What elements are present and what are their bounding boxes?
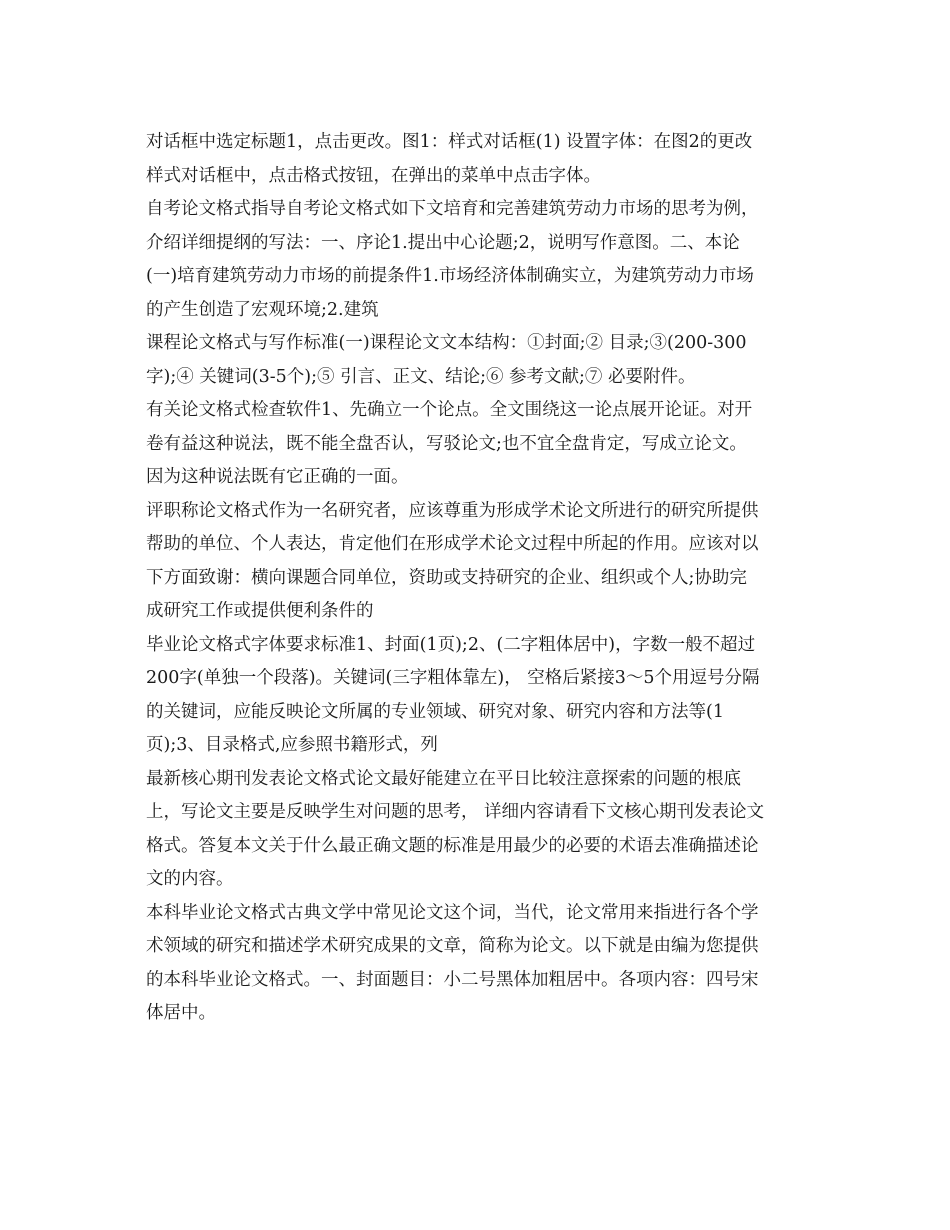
text-line: 页);3、目录格式,应参照书籍形式，列	[146, 735, 438, 755]
text-line: 的本科毕业论文格式。一、封面题目：小二号黑体加粗居中。各项内容：四号宋	[146, 969, 759, 990]
document-body	[146, 126, 806, 1031]
text-line: 格式。答复本文关于什么最正确文题的标准是用最少的必要的术语去准确描述论	[146, 835, 759, 856]
text-line: 因为这种说法既有它正确的一面。	[146, 467, 409, 487]
text-line: 上，写论文主要是反映学生对问题的思考， 详细内容请看下文核心期刊发表论文	[146, 802, 765, 822]
text-line: 的关键词，应能反映论文所属的专业领域、研究对象、研究内容和方法等(1	[146, 701, 724, 722]
text-line: 有关论文格式检查软件1、先确立一个论点。全文围绕这一论点展开论证。对开	[146, 400, 753, 420]
text-line: 样式对话框中，点击格式按钮，在弹出的菜单中点击字体。	[146, 165, 601, 186]
text-line: 介绍详细提纲的写法：一、序论1.提出中心论题;2，说明写作意图。二、本论	[146, 232, 740, 253]
text-line: 本科毕业论文格式古典文学中常见论文这个词，当代，论文常用来指进行各个学	[146, 902, 759, 923]
text-line: 卷有益这种说法，既不能全盘否认，写驳论文;也不宜全盘肯定，写成立论文。	[146, 433, 747, 454]
text-line: 对话框中选定标题1，点击更改。图1：样式对话框(1) 设置字体：在图2的更改	[146, 132, 753, 152]
text-line: 毕业论文格式字体要求标准1、封面(1页);2、(二字粗体居中)，字数一般不超过	[146, 634, 756, 655]
text-line: 自考论文格式指导自考论文格式如下文培育和完善建筑劳动力市场的思考为例，	[146, 199, 759, 219]
text-line: 的产生创造了宏观环境;2.建筑	[146, 299, 379, 320]
text-line: 体居中。	[146, 1003, 216, 1023]
text-line: 成研究工作或提供便利条件的	[146, 601, 374, 621]
text-line: 术领域的研究和描述学术研究成果的文章，简称为论文。以下就是由编为您提供	[146, 936, 759, 956]
text-line: 200字(单独一个段落)。关键词(三字粗体靠左)， 空格后紧接3～5个用逗号分隔	[146, 668, 760, 688]
text-line: 帮助的单位、个人表达，肯定他们在形成学术论文过程中所起的作用。应该对以	[146, 534, 759, 554]
text-line: 下方面致谢：横向课题合同单位，资助或支持研究的企业、组织或个人;协助完	[146, 567, 747, 588]
text-line: 文的内容。	[146, 869, 234, 889]
text-line: 课程论文格式与写作标准(一)课程论文文本结构：①封面;② 目录;③(200-300	[146, 333, 747, 353]
text-line: 评职称论文格式作为一名研究者，应该尊重为形成学术论文所进行的研究所提供	[146, 500, 759, 521]
text-line: 字);④ 关键词(3-5个);⑤ 引言、正文、结论;⑥ 参考文献;⑦ 必要附件。	[146, 366, 696, 387]
text-line: 最新核心期刊发表论文格式论文最好能建立在平日比较注意探索的问题的根底	[146, 768, 741, 789]
text-line: (一)培育建筑劳动力市场的前提条件1.市场经济体制确实立，为建筑劳动力市场	[146, 266, 754, 286]
